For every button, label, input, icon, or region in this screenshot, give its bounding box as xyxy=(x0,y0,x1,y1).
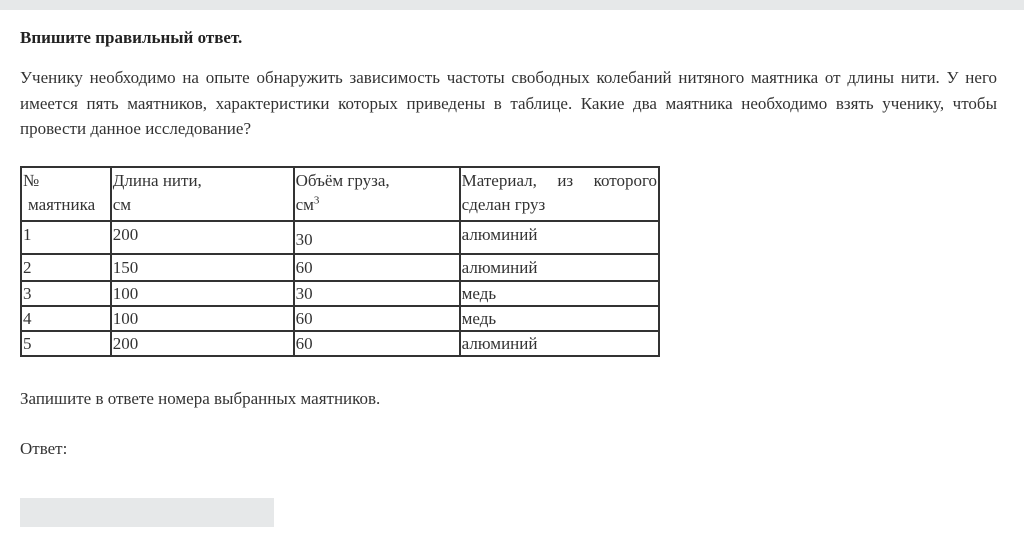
table-header-row xyxy=(21,167,659,221)
cell-length: 200 xyxy=(111,331,294,356)
cell-number: 2 xyxy=(21,254,111,281)
answer-input[interactable] xyxy=(20,498,274,527)
cell-material: алюминий xyxy=(460,331,659,356)
cell-material: алюминий xyxy=(460,254,659,281)
cell-length: 100 xyxy=(111,306,294,331)
cell-length: 150 xyxy=(111,254,294,281)
cell-volume xyxy=(294,221,460,254)
cell-volume-value: 30 xyxy=(295,230,313,249)
pendulum-table xyxy=(20,166,660,357)
header-material-word2: из xyxy=(557,171,574,190)
cell-length: 100 xyxy=(111,281,294,306)
top-bar xyxy=(0,0,1024,10)
header-length-line1: Длина нити, xyxy=(112,171,202,190)
table-row xyxy=(21,254,659,281)
answer-instruction: Запишите в ответе номера выбранных маятников. xyxy=(20,389,381,408)
cell-number: 3 xyxy=(21,281,111,306)
header-material-word1: Материал, xyxy=(461,171,537,190)
header-volume-line1: Объём груза, xyxy=(295,171,390,190)
header-number xyxy=(21,167,111,221)
header-volume-unit: см xyxy=(295,195,314,214)
cell-number: 5 xyxy=(21,331,111,356)
cell-number: 4 xyxy=(21,306,111,331)
cell-volume: 60 xyxy=(294,331,460,356)
cell-volume: 60 xyxy=(294,306,460,331)
task-instruction: Впишите правильный ответ. xyxy=(20,28,243,47)
question-text: Ученику необходимо на опыте обнаружить зависимость частоты свободных колебаний нитяного маятника от длины нити. У него имеется пять маятников, характеристики которых приведены в таблице. Какие два маятника необходимо взять ученику, чтобы провести данное исследование? xyxy=(20,68,997,138)
table-row xyxy=(21,331,659,356)
header-length xyxy=(111,167,294,221)
header-number-line2: маятника xyxy=(28,195,96,214)
header-volume-unit-power: 3 xyxy=(313,194,320,207)
header-volume xyxy=(294,167,460,221)
header-volume-unit-line xyxy=(296,193,458,217)
cell-length: 200 xyxy=(111,221,294,254)
header-material-line2: сделан груз xyxy=(461,195,546,214)
header-length-line2: см xyxy=(112,195,132,214)
header-number-line1: № xyxy=(23,171,40,190)
cell-material: медь xyxy=(460,306,659,331)
cell-volume: 30 xyxy=(294,281,460,306)
cell-material: алюминий xyxy=(460,221,659,254)
table-row xyxy=(21,281,659,306)
table-row xyxy=(21,221,659,254)
header-material-word3: которого xyxy=(593,171,657,190)
answer-label: Ответ: xyxy=(20,439,68,458)
header-material-line1 xyxy=(462,169,657,193)
cell-volume: 60 xyxy=(294,254,460,281)
table-row xyxy=(21,306,659,331)
header-material xyxy=(460,167,659,221)
cell-number: 1 xyxy=(21,221,111,254)
cell-material: медь xyxy=(460,281,659,306)
